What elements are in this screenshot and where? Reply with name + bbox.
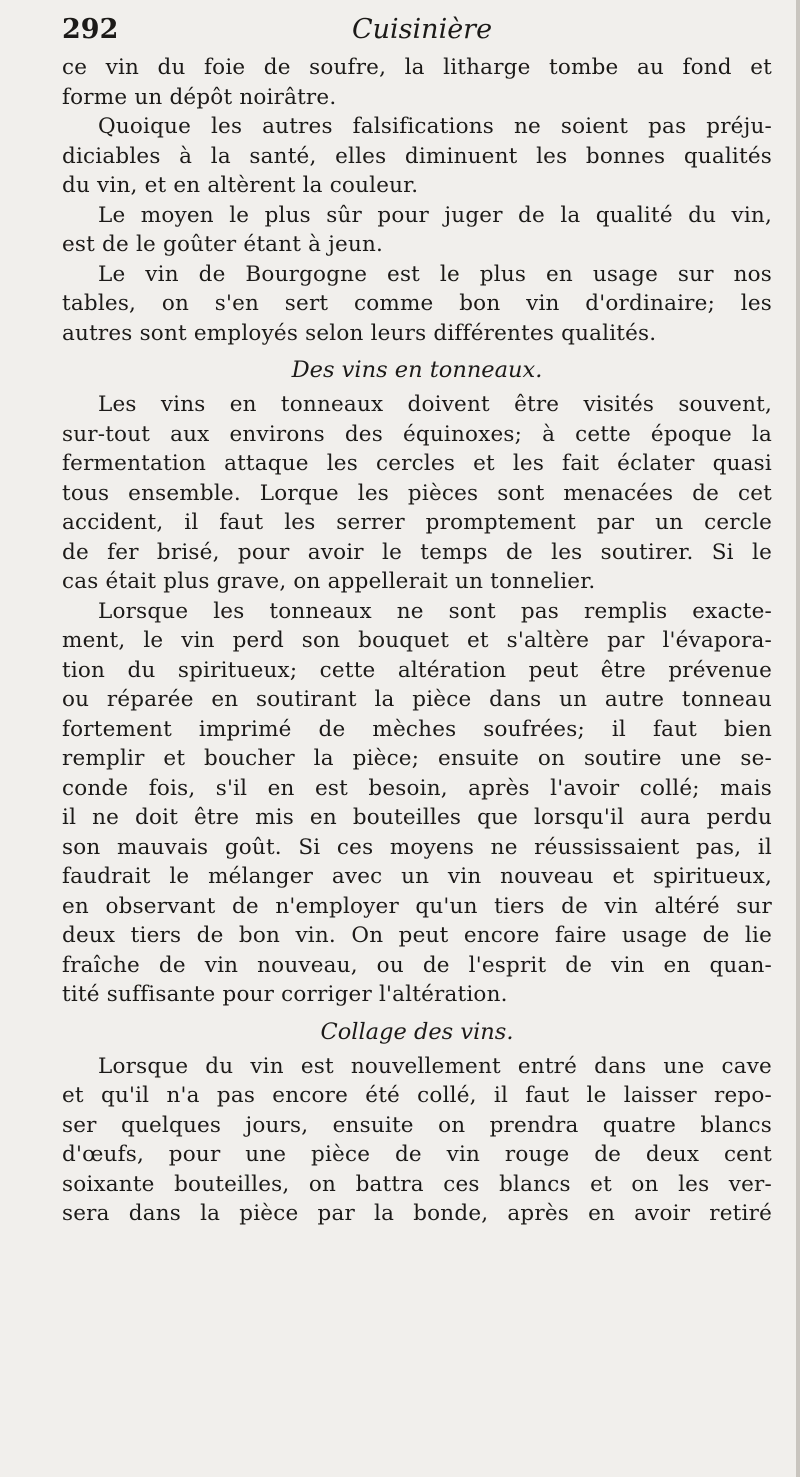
text-line: autres sont employés selon leurs différentes qualités. <box>62 320 657 346</box>
text-line: remplir et boucher la pièce; ensuite on soutire une se- <box>62 746 772 771</box>
text-line: Lorsque les tonneaux ne sont pas remplis exacte- <box>98 598 772 624</box>
text-line: Lorsque du vin est nouvellement entré dans une cave <box>98 1053 772 1079</box>
text-line: faudrait le mélanger avec un vin nouveau et spiritueux, <box>62 864 772 889</box>
text-line: cas était plus grave, on appellerait un tonnelier. <box>62 569 596 594</box>
text-line: de fer brisé, pour avoir le temps de les soutirer. Si le <box>62 539 772 565</box>
text-line: Quoique les autres falsifications ne soient pas préju- <box>98 114 772 139</box>
section-heading: Collage des vins. <box>320 1018 514 1045</box>
text-line: soixante bouteilles, on battra ces blancs et on les ver- <box>62 1171 772 1197</box>
text-line: Le moyen le plus sûr pour juger de la qualité du vin, <box>98 202 772 228</box>
text-line: diciables à la santé, elles diminuent les bonnes qualités <box>62 143 772 169</box>
text-line: ment, le vin perd son bouquet et s'altère par l'évapora- <box>62 628 772 653</box>
text-line: Les vins en tonneaux doivent être visités souvent, <box>98 392 772 417</box>
text-line: son mauvais goût. Si ces moyens ne réussissaient pas, il <box>62 834 772 860</box>
text-line: il ne doit être mis en bouteilles que lorsqu'il aura perdu <box>62 805 772 830</box>
text-line: conde fois, s'il en est besoin, après l'avoir collé; mais <box>62 775 772 801</box>
text-line: Le vin de Bourgogne est le plus en usage sur nos <box>98 261 772 287</box>
text-line: tous ensemble. Lorque les pièces sont menacées de cet <box>62 480 772 506</box>
text-line: fraîche de vin nouveau, ou de l'esprit de vin en quan- <box>62 952 772 978</box>
page-edge <box>796 0 800 1477</box>
text-line: et qu'il n'a pas encore été collé, il faut le laisser repo- <box>62 1083 772 1108</box>
page-header <box>62 14 772 54</box>
text-line: tité suffisante pour corriger l'altération. <box>62 982 508 1007</box>
text-line: sera dans la pièce par la bonde, après en avoir retiré <box>62 1201 772 1226</box>
text-line: d'œufs, pour une pièce de vin rouge de deux cent <box>62 1142 772 1167</box>
text-line: ser quelques jours, ensuite on prendra quatre blancs <box>62 1112 772 1138</box>
text-line: du vin, et en altèrent la couleur. <box>62 173 419 198</box>
text-line: forme un dépôt noirâtre. <box>62 84 337 110</box>
text-line: tion du spiritueux; cette altération peut être prévenue <box>62 657 772 683</box>
text-line: tables, on s'en sert comme bon vin d'ordinaire; les <box>62 291 772 316</box>
page-number: 292 <box>62 14 119 45</box>
text-line: en observant de n'employer qu'un tiers de vin altéré sur <box>62 893 772 919</box>
text-line: ou réparée en soutirant la pièce dans un autre tonneau <box>62 687 772 712</box>
section-heading: Des vins en tonneaux. <box>291 357 543 383</box>
text-line: accident, il faut les serrer promptement par un cercle <box>62 510 772 535</box>
text-line: fortement imprimé de mèches soufrées; il faut bien <box>62 716 772 742</box>
text-line: est de le goûter étant à jeun. <box>62 232 384 257</box>
text-line: fermentation attaque les cercles et les fait éclater quasi <box>62 451 772 476</box>
text-line: ce vin du foie de soufre, la litharge tombe au fond et <box>62 55 772 80</box>
body-text <box>62 53 772 1229</box>
text-line: deux tiers de bon vin. On peut encore faire usage de lie <box>62 923 772 948</box>
running-head: Cuisinière <box>352 14 493 45</box>
text-line: sur-tout aux environs des équinoxes; à cette époque la <box>62 421 772 447</box>
